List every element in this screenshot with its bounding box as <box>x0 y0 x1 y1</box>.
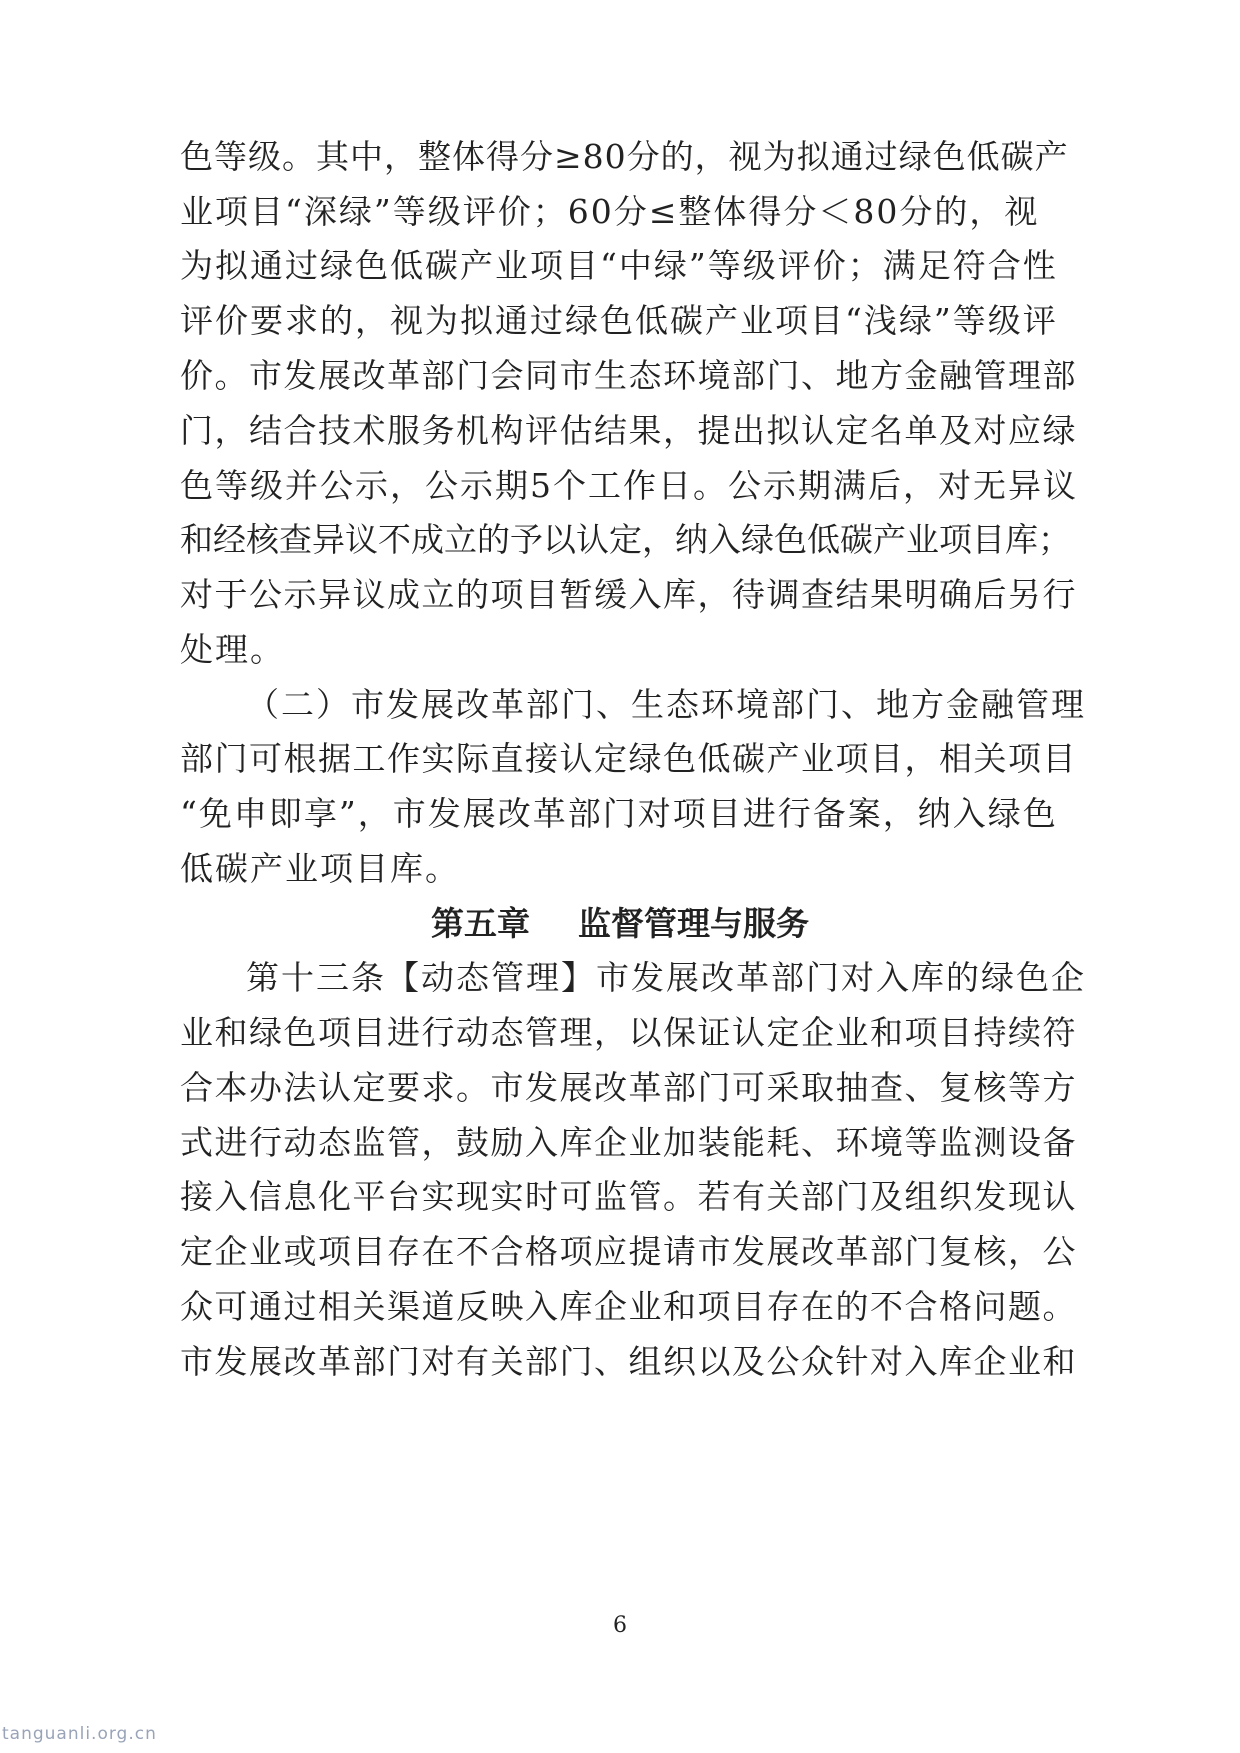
body-line: 为拟通过绿色低碳产业项目“中绿”等级评价；满足符合性 <box>180 246 1058 285</box>
page-number: 6 <box>613 1613 627 1638</box>
paragraph-first-line: （二）市发展改革部门、生态环境部门、地方金融管理 <box>246 685 1086 724</box>
body-line: 定企业或项目存在不合格项应提请市发展改革部门复核，公 <box>180 1232 1077 1271</box>
chapter-number: 第五章 <box>431 904 530 943</box>
body-line: 众可通过相关渠道反映入库企业和项目存在的不合格问题。 <box>180 1287 1077 1326</box>
chapter-heading <box>0 904 1240 944</box>
body-line: 评价要求的，视为拟通过绿色低碳产业项目“浅绿”等级评 <box>180 301 1058 340</box>
watermark-text: tanguanli.org.cn <box>2 1724 157 1744</box>
body-line: 式进行动态监管，鼓励入库企业加装能耗、环境等监测设备 <box>180 1123 1077 1162</box>
body-line: 业和绿色项目进行动态管理，以保证认定企业和项目持续符 <box>180 1013 1077 1052</box>
article-first-line: 第十三条【动态管理】市发展改革部门对入库的绿色企 <box>246 958 1086 997</box>
body-line: 低碳产业项目库。 <box>180 849 460 888</box>
body-line: 和经核查异议不成立的予以认定，纳入绿色低碳产业项目库； <box>180 520 1071 559</box>
body-line: 价。市发展改革部门会同市生态环境部门、地方金融管理部 <box>180 356 1077 395</box>
body-line: 色等级并公示，公示期5个工作日。公示期满后，对无异议 <box>180 466 1078 505</box>
body-line: 合本办法认定要求。市发展改革部门可采取抽查、复核等方 <box>180 1068 1077 1107</box>
body-line: 部门可根据工作实际直接认定绿色低碳产业项目，相关项目 <box>180 739 1077 778</box>
body-line: 接入信息化平台实现实时可监管。若有关部门及组织发现认 <box>180 1177 1077 1216</box>
body-line: 业项目“深绿”等级评价；60分≤整体得分＜80分的，视 <box>180 192 1040 231</box>
chapter-title: 监督管理与服务 <box>578 904 809 943</box>
body-line: 门，结合技术服务机构评估结果，提出拟认定名单及对应绿 <box>180 411 1077 450</box>
body-line: “免申即享”，市发展改革部门对项目进行备案，纳入绿色 <box>180 794 1058 833</box>
body-line: 色等级。其中，整体得分≥80分的，视为拟通过绿色低碳产 <box>180 137 1069 176</box>
body-line: 市发展改革部门对有关部门、组织以及公众针对入库企业和 <box>180 1342 1077 1381</box>
body-line: 处理。 <box>180 630 285 669</box>
body-line: 对于公示异议成立的项目暂缓入库，待调查结果明确后另行 <box>180 575 1077 614</box>
